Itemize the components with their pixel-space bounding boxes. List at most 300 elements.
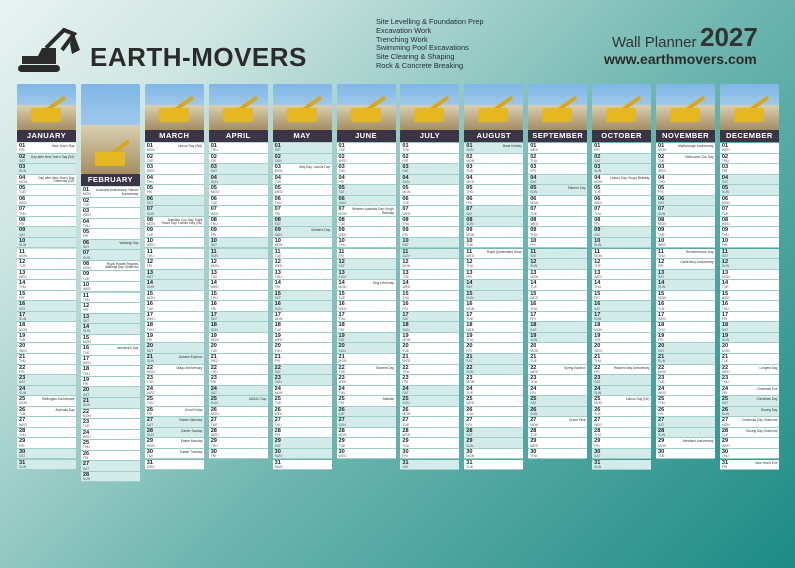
day-cell[interactable]: [400, 280, 459, 291]
day-cell[interactable]: [273, 428, 332, 439]
day-cell[interactable]: [81, 198, 140, 209]
day-cell[interactable]: [17, 164, 76, 175]
day-cell[interactable]: [17, 438, 76, 449]
day-cell[interactable]: [273, 185, 332, 196]
day-cell[interactable]: [145, 154, 204, 165]
day-cell[interactable]: [273, 164, 332, 175]
day-cell[interactable]: [592, 386, 651, 397]
day-cell[interactable]: [400, 438, 459, 449]
day-cell[interactable]: [464, 365, 523, 376]
day-cell[interactable]: [464, 175, 523, 186]
day-cell[interactable]: [656, 280, 715, 291]
day-cell[interactable]: [337, 354, 396, 365]
day-cell[interactable]: [209, 301, 268, 312]
day-cell[interactable]: [400, 175, 459, 186]
day-cell[interactable]: [209, 185, 268, 196]
day-cell[interactable]: [464, 238, 523, 249]
day-cell[interactable]: [528, 217, 587, 228]
day-cell[interactable]: [209, 259, 268, 270]
day-cell[interactable]: [17, 185, 76, 196]
day-cell[interactable]: [656, 217, 715, 228]
day-cell[interactable]: [592, 312, 651, 323]
day-cell[interactable]: [720, 185, 779, 196]
day-cell[interactable]: [337, 143, 396, 154]
day-cell[interactable]: [209, 270, 268, 281]
day-cell[interactable]: [337, 270, 396, 281]
day-cell[interactable]: [400, 227, 459, 238]
day-cell[interactable]: [81, 451, 140, 462]
day-cell[interactable]: [400, 249, 459, 260]
day-cell[interactable]: [273, 407, 332, 418]
day-cell[interactable]: [528, 185, 587, 196]
day-cell[interactable]: [528, 428, 587, 439]
day-cell[interactable]: [528, 280, 587, 291]
day-cell[interactable]: [81, 314, 140, 325]
day-cell[interactable]: [273, 301, 332, 312]
day-cell[interactable]: [337, 407, 396, 418]
day-cell[interactable]: [81, 461, 140, 472]
day-cell[interactable]: [400, 449, 459, 460]
day-cell[interactable]: [464, 312, 523, 323]
day-cell[interactable]: [81, 398, 140, 409]
day-cell[interactable]: [464, 291, 523, 302]
day-cell[interactable]: [400, 386, 459, 397]
day-cell[interactable]: [17, 270, 76, 281]
day-cell[interactable]: [720, 301, 779, 312]
day-cell[interactable]: [720, 217, 779, 228]
day-cell[interactable]: [209, 322, 268, 333]
day-cell[interactable]: [17, 417, 76, 428]
day-cell[interactable]: [337, 154, 396, 165]
day-cell[interactable]: [656, 365, 715, 376]
day-cell[interactable]: [17, 354, 76, 365]
day-cell[interactable]: [592, 396, 651, 407]
day-cell[interactable]: [209, 196, 268, 207]
day-cell[interactable]: [592, 206, 651, 217]
day-cell[interactable]: [592, 175, 651, 186]
day-cell[interactable]: [273, 386, 332, 397]
day-cell[interactable]: [81, 356, 140, 367]
day-cell[interactable]: [400, 333, 459, 344]
day-cell[interactable]: [273, 333, 332, 344]
day-cell[interactable]: [464, 249, 523, 260]
day-cell[interactable]: [400, 460, 459, 471]
day-cell[interactable]: [720, 164, 779, 175]
day-cell[interactable]: [528, 227, 587, 238]
day-cell[interactable]: [17, 249, 76, 260]
day-cell[interactable]: [656, 396, 715, 407]
day-cell[interactable]: [209, 238, 268, 249]
day-cell[interactable]: [17, 460, 76, 471]
day-cell[interactable]: [337, 196, 396, 207]
day-cell[interactable]: [592, 438, 651, 449]
day-cell[interactable]: [337, 259, 396, 270]
day-cell[interactable]: [209, 217, 268, 228]
day-cell[interactable]: [464, 217, 523, 228]
day-cell[interactable]: [145, 270, 204, 281]
day-cell[interactable]: [656, 196, 715, 207]
day-cell[interactable]: [656, 270, 715, 281]
day-cell[interactable]: [17, 238, 76, 249]
day-cell[interactable]: [209, 354, 268, 365]
day-cell[interactable]: [273, 143, 332, 154]
day-cell[interactable]: [592, 365, 651, 376]
day-cell[interactable]: [145, 238, 204, 249]
day-cell[interactable]: [656, 249, 715, 260]
day-cell[interactable]: [656, 301, 715, 312]
day-cell[interactable]: [273, 449, 332, 460]
day-cell[interactable]: [273, 365, 332, 376]
day-cell[interactable]: [145, 343, 204, 354]
day-cell[interactable]: [592, 428, 651, 439]
day-cell[interactable]: [273, 196, 332, 207]
day-cell[interactable]: [720, 312, 779, 323]
day-cell[interactable]: [81, 261, 140, 272]
day-cell[interactable]: [400, 428, 459, 439]
day-cell[interactable]: [145, 333, 204, 344]
day-cell[interactable]: [81, 345, 140, 356]
day-cell[interactable]: [592, 354, 651, 365]
day-cell[interactable]: [592, 375, 651, 386]
day-cell[interactable]: [17, 396, 76, 407]
day-cell[interactable]: [720, 238, 779, 249]
day-cell[interactable]: [273, 280, 332, 291]
day-cell[interactable]: [528, 249, 587, 260]
day-cell[interactable]: [337, 438, 396, 449]
day-cell[interactable]: [209, 428, 268, 439]
day-cell[interactable]: [464, 206, 523, 217]
day-cell[interactable]: [528, 312, 587, 323]
day-cell[interactable]: [528, 333, 587, 344]
day-cell[interactable]: [528, 375, 587, 386]
day-cell[interactable]: [400, 259, 459, 270]
day-cell[interactable]: [656, 175, 715, 186]
day-cell[interactable]: [656, 206, 715, 217]
day-cell[interactable]: [464, 280, 523, 291]
day-cell[interactable]: [592, 270, 651, 281]
day-cell[interactable]: [209, 343, 268, 354]
day-cell[interactable]: [145, 291, 204, 302]
day-cell[interactable]: [528, 396, 587, 407]
day-cell[interactable]: [145, 206, 204, 217]
day-cell[interactable]: [592, 227, 651, 238]
day-cell[interactable]: [337, 428, 396, 439]
day-cell[interactable]: [209, 375, 268, 386]
day-cell[interactable]: [145, 175, 204, 186]
day-cell[interactable]: [592, 249, 651, 260]
day-cell[interactable]: [400, 270, 459, 281]
day-cell[interactable]: [17, 301, 76, 312]
day-cell[interactable]: [17, 291, 76, 302]
day-cell[interactable]: [273, 343, 332, 354]
day-cell[interactable]: [400, 354, 459, 365]
day-cell[interactable]: [17, 143, 76, 154]
day-cell[interactable]: [273, 375, 332, 386]
day-cell[interactable]: [720, 154, 779, 165]
day-cell[interactable]: [81, 250, 140, 261]
day-cell[interactable]: [464, 259, 523, 270]
day-cell[interactable]: [720, 375, 779, 386]
day-cell[interactable]: [337, 280, 396, 291]
day-cell[interactable]: [656, 449, 715, 460]
day-cell[interactable]: [592, 217, 651, 228]
day-cell[interactable]: [464, 438, 523, 449]
day-cell[interactable]: [337, 343, 396, 354]
day-cell[interactable]: [656, 143, 715, 154]
day-cell[interactable]: [400, 206, 459, 217]
day-cell[interactable]: [656, 322, 715, 333]
day-cell[interactable]: [337, 185, 396, 196]
day-cell[interactable]: [656, 343, 715, 354]
day-cell[interactable]: [592, 417, 651, 428]
day-cell[interactable]: [337, 312, 396, 323]
day-cell[interactable]: [528, 270, 587, 281]
day-cell[interactable]: [720, 249, 779, 260]
day-cell[interactable]: [273, 312, 332, 323]
day-cell[interactable]: [720, 280, 779, 291]
day-cell[interactable]: [400, 185, 459, 196]
day-cell[interactable]: [273, 217, 332, 228]
day-cell[interactable]: [81, 219, 140, 230]
day-cell[interactable]: [145, 185, 204, 196]
day-cell[interactable]: [337, 449, 396, 460]
day-cell[interactable]: [592, 238, 651, 249]
day-cell[interactable]: [337, 217, 396, 228]
day-cell[interactable]: [528, 386, 587, 397]
day-cell[interactable]: [81, 409, 140, 420]
day-cell[interactable]: [81, 335, 140, 346]
day-cell[interactable]: [17, 217, 76, 228]
day-cell[interactable]: [720, 396, 779, 407]
day-cell[interactable]: [145, 438, 204, 449]
day-cell[interactable]: [528, 291, 587, 302]
day-cell[interactable]: [81, 240, 140, 251]
day-cell[interactable]: [592, 407, 651, 418]
day-cell[interactable]: [464, 227, 523, 238]
day-cell[interactable]: [720, 428, 779, 439]
day-cell[interactable]: [273, 238, 332, 249]
day-cell[interactable]: [209, 249, 268, 260]
day-cell[interactable]: [145, 396, 204, 407]
day-cell[interactable]: [656, 164, 715, 175]
day-cell[interactable]: [209, 175, 268, 186]
day-cell[interactable]: [528, 301, 587, 312]
day-cell[interactable]: [592, 185, 651, 196]
day-cell[interactable]: [81, 377, 140, 388]
day-cell[interactable]: [400, 143, 459, 154]
day-cell[interactable]: [592, 333, 651, 344]
day-cell[interactable]: [400, 365, 459, 376]
day-cell[interactable]: [17, 407, 76, 418]
day-cell[interactable]: [528, 417, 587, 428]
day-cell[interactable]: [17, 206, 76, 217]
day-cell[interactable]: [17, 333, 76, 344]
day-cell[interactable]: [337, 206, 396, 217]
day-cell[interactable]: [656, 428, 715, 439]
day-cell[interactable]: [273, 417, 332, 428]
day-cell[interactable]: [337, 227, 396, 238]
day-cell[interactable]: [17, 280, 76, 291]
day-cell[interactable]: [273, 259, 332, 270]
day-cell[interactable]: [145, 322, 204, 333]
day-cell[interactable]: [209, 396, 268, 407]
day-cell[interactable]: [656, 185, 715, 196]
day-cell[interactable]: [145, 143, 204, 154]
day-cell[interactable]: [81, 419, 140, 430]
day-cell[interactable]: [528, 449, 587, 460]
day-cell[interactable]: [273, 249, 332, 260]
day-cell[interactable]: [81, 324, 140, 335]
day-cell[interactable]: [400, 322, 459, 333]
day-cell[interactable]: [81, 187, 140, 198]
day-cell[interactable]: [17, 312, 76, 323]
day-cell[interactable]: [656, 438, 715, 449]
day-cell[interactable]: [145, 460, 204, 471]
day-cell[interactable]: [17, 386, 76, 397]
day-cell[interactable]: [592, 196, 651, 207]
day-cell[interactable]: [720, 291, 779, 302]
day-cell[interactable]: [464, 196, 523, 207]
day-cell[interactable]: [145, 417, 204, 428]
day-cell[interactable]: [145, 164, 204, 175]
day-cell[interactable]: [81, 472, 140, 483]
day-cell[interactable]: [720, 196, 779, 207]
day-cell[interactable]: [720, 407, 779, 418]
day-cell[interactable]: [464, 396, 523, 407]
day-cell[interactable]: [720, 460, 779, 471]
day-cell[interactable]: [528, 164, 587, 175]
day-cell[interactable]: [145, 428, 204, 439]
day-cell[interactable]: [145, 354, 204, 365]
day-cell[interactable]: [656, 333, 715, 344]
day-cell[interactable]: [400, 375, 459, 386]
day-cell[interactable]: [81, 440, 140, 451]
day-cell[interactable]: [464, 375, 523, 386]
day-cell[interactable]: [337, 417, 396, 428]
day-cell[interactable]: [528, 206, 587, 217]
day-cell[interactable]: [145, 280, 204, 291]
day-cell[interactable]: [209, 407, 268, 418]
day-cell[interactable]: [273, 322, 332, 333]
day-cell[interactable]: [656, 375, 715, 386]
day-cell[interactable]: [17, 227, 76, 238]
day-cell[interactable]: [528, 154, 587, 165]
day-cell[interactable]: [273, 154, 332, 165]
day-cell[interactable]: [720, 143, 779, 154]
day-cell[interactable]: [273, 354, 332, 365]
day-cell[interactable]: [400, 312, 459, 323]
day-cell[interactable]: [17, 154, 76, 165]
day-cell[interactable]: [209, 206, 268, 217]
day-cell[interactable]: [145, 386, 204, 397]
day-cell[interactable]: [209, 154, 268, 165]
day-cell[interactable]: [145, 375, 204, 386]
day-cell[interactable]: [656, 354, 715, 365]
day-cell[interactable]: [720, 386, 779, 397]
day-cell[interactable]: [464, 386, 523, 397]
day-cell[interactable]: [400, 238, 459, 249]
day-cell[interactable]: [17, 175, 76, 186]
day-cell[interactable]: [720, 270, 779, 281]
day-cell[interactable]: [273, 460, 332, 471]
day-cell[interactable]: [656, 238, 715, 249]
day-cell[interactable]: [81, 303, 140, 314]
day-cell[interactable]: [400, 196, 459, 207]
day-cell[interactable]: [720, 322, 779, 333]
day-cell[interactable]: [464, 354, 523, 365]
day-cell[interactable]: [145, 301, 204, 312]
day-cell[interactable]: [400, 301, 459, 312]
day-cell[interactable]: [17, 449, 76, 460]
day-cell[interactable]: [528, 365, 587, 376]
day-cell[interactable]: [720, 175, 779, 186]
day-cell[interactable]: [145, 249, 204, 260]
day-cell[interactable]: [337, 322, 396, 333]
day-cell[interactable]: [464, 154, 523, 165]
day-cell[interactable]: [656, 417, 715, 428]
day-cell[interactable]: [81, 293, 140, 304]
day-cell[interactable]: [273, 206, 332, 217]
day-cell[interactable]: [592, 449, 651, 460]
day-cell[interactable]: [528, 196, 587, 207]
day-cell[interactable]: [209, 143, 268, 154]
day-cell[interactable]: [209, 291, 268, 302]
day-cell[interactable]: [656, 312, 715, 323]
day-cell[interactable]: [528, 343, 587, 354]
day-cell[interactable]: [145, 407, 204, 418]
day-cell[interactable]: [145, 312, 204, 323]
day-cell[interactable]: [273, 438, 332, 449]
day-cell[interactable]: [464, 428, 523, 439]
day-cell[interactable]: [400, 417, 459, 428]
day-cell[interactable]: [464, 407, 523, 418]
day-cell[interactable]: [528, 322, 587, 333]
day-cell[interactable]: [400, 154, 459, 165]
day-cell[interactable]: [464, 164, 523, 175]
day-cell[interactable]: [337, 333, 396, 344]
day-cell[interactable]: [145, 196, 204, 207]
day-cell[interactable]: [400, 164, 459, 175]
day-cell[interactable]: [464, 143, 523, 154]
day-cell[interactable]: [400, 407, 459, 418]
day-cell[interactable]: [337, 164, 396, 175]
day-cell[interactable]: [528, 175, 587, 186]
day-cell[interactable]: [528, 438, 587, 449]
day-cell[interactable]: [592, 343, 651, 354]
day-cell[interactable]: [209, 227, 268, 238]
day-cell[interactable]: [528, 354, 587, 365]
day-cell[interactable]: [145, 449, 204, 460]
day-cell[interactable]: [528, 259, 587, 270]
day-cell[interactable]: [337, 386, 396, 397]
day-cell[interactable]: [337, 249, 396, 260]
day-cell[interactable]: [592, 154, 651, 165]
day-cell[interactable]: [720, 417, 779, 428]
day-cell[interactable]: [209, 365, 268, 376]
day-cell[interactable]: [273, 291, 332, 302]
day-cell[interactable]: [337, 238, 396, 249]
day-cell[interactable]: [720, 206, 779, 217]
day-cell[interactable]: [656, 407, 715, 418]
day-cell[interactable]: [592, 460, 651, 471]
day-cell[interactable]: [720, 365, 779, 376]
day-cell[interactable]: [337, 291, 396, 302]
day-cell[interactable]: [81, 229, 140, 240]
day-cell[interactable]: [464, 270, 523, 281]
day-cell[interactable]: [17, 322, 76, 333]
day-cell[interactable]: [337, 396, 396, 407]
day-cell[interactable]: [17, 196, 76, 207]
